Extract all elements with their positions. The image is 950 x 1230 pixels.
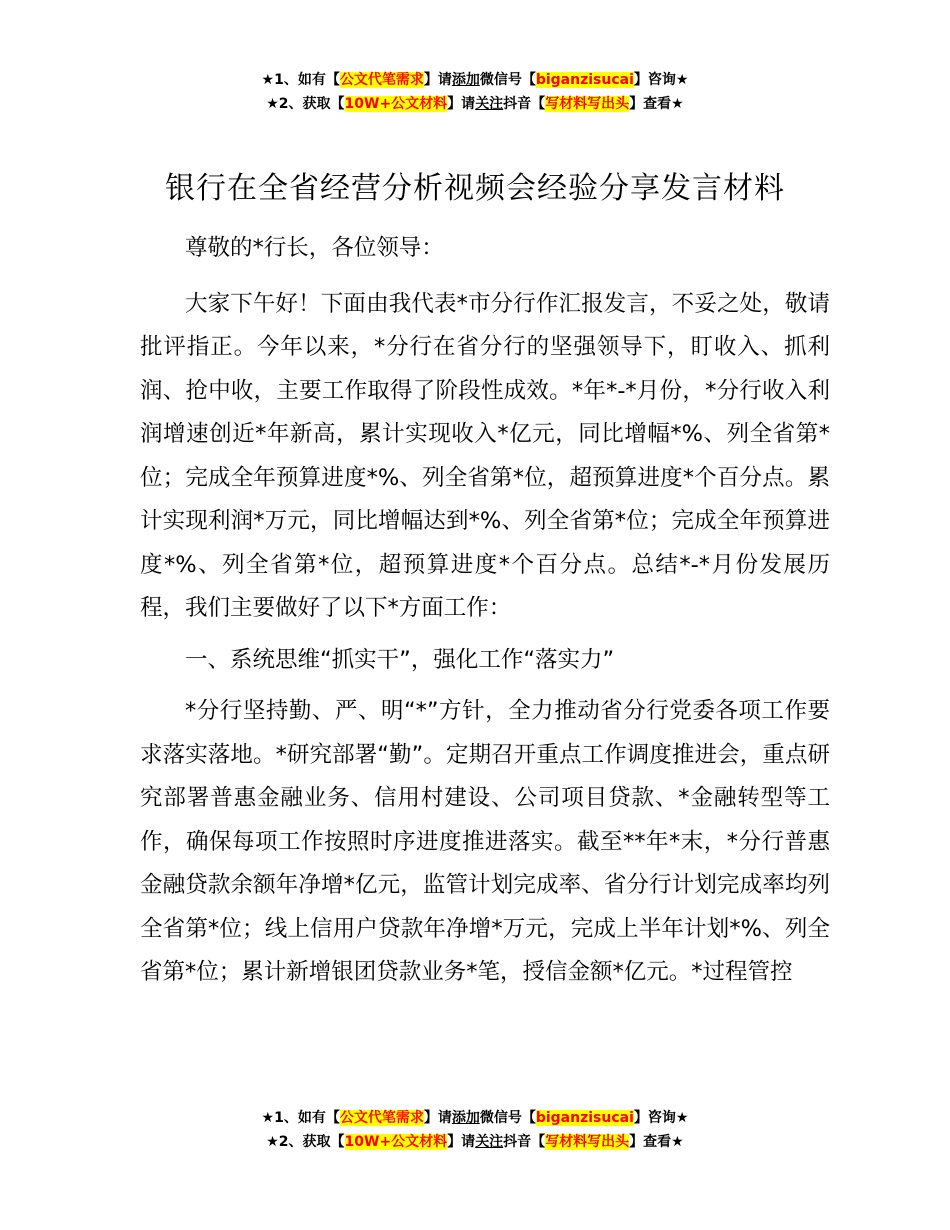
salutation: 尊敬的*行长，各位领导： [185, 235, 444, 261]
banner-text: 】请 [423, 72, 452, 88]
underline-text: 关注 [475, 1134, 504, 1150]
header-banner [0, 68, 950, 116]
banner-text: 】查看★ [629, 96, 684, 112]
banner-text: ★2、获取【 [266, 1134, 345, 1150]
underline-text: 添加 [451, 72, 480, 88]
highlight-text: 公文代笔需求 [339, 1110, 424, 1126]
highlight-text: 公文代笔需求 [339, 72, 424, 88]
banner-text: 】咨询★ [633, 1110, 689, 1126]
banner-text: 微信号【 [479, 1110, 536, 1126]
document-title: 银行在全省经营分析视频会经验分享发言材料 [165, 171, 785, 206]
footer-banner [0, 1106, 950, 1154]
wechat-id: biganzisucai [535, 1110, 634, 1126]
banner-text: 】请 [447, 1134, 476, 1150]
highlight-text: 10W+公文材料 [344, 1134, 448, 1150]
banner-line-1 [0, 1106, 950, 1130]
paragraph-section-1: *分行坚持勤、严、明“*”方针，全力推动省分行党委各项工作要求落实落地。*研究部署“勤”。定期召开重点工作调度推进会，重点研究部署普惠金融业务、信用村建设、公司项目贷款、*金融转型等工作，确保每项工作按照时序进度推进落实。截至**年*末，*分行普惠金融贷款余额年净增*亿元，监管计划完成率、省分行计划完成率均列全省第*位；线上信用户贷款年净增*万元，完成上半年计划*%、列全省第*位；累计新增银团贷款业务*笔，授信金额*亿元。*过程管控 [140, 698, 830, 985]
underline-text: 关注 [475, 96, 504, 112]
banner-line-2 [0, 92, 950, 116]
underline-text: 添加 [451, 1110, 480, 1126]
banner-text: 微信号【 [479, 72, 536, 88]
section-heading: 一、系统思维“抓实干”，强化工作“落实力” [185, 646, 615, 673]
banner-text: ★2、获取【 [266, 96, 345, 112]
banner-text: 】请 [423, 1110, 452, 1126]
document-body [140, 227, 830, 1003]
douyin-id: 写材料写出头 [545, 1134, 630, 1150]
banner-text: 】咨询★ [633, 72, 689, 88]
banner-text: 抖音【 [503, 96, 546, 112]
douyin-id: 写材料写出头 [545, 96, 630, 112]
paragraph-intro: 大家下午好！下面由我代表*市分行作汇报发言，不妥之处，敬请批评指正。今年以来，*分行在省分行的坚强领导下，盯收入、抓利润、抢中收，主要工作取得了阶段性成效。*年*-*月份，*分行收入利润增速创近*年新高，累计实现收入*亿元，同比增幅*%、列全省第*位；完成全年预算进度*%、列全省第*位，超预算进度*个百分点。累计实现利润*万元，同比增幅达到*%、列全省第*位；完成全年预算进度*%、列全省第*位，超预算进度*个百分点。总结*-*月份发展历程，我们主要做好了以下*方面工作： [140, 290, 830, 621]
banner-line-2 [0, 1130, 950, 1154]
banner-text: ★1、如有【 [261, 1110, 340, 1126]
banner-text: 】查看★ [629, 1134, 684, 1150]
banner-text: ★1、如有【 [261, 72, 340, 88]
wechat-id: biganzisucai [535, 72, 634, 88]
banner-text: 】请 [447, 96, 476, 112]
banner-line-1 [0, 68, 950, 92]
banner-text: 抖音【 [503, 1134, 546, 1150]
highlight-text: 10W+公文材料 [344, 96, 448, 112]
